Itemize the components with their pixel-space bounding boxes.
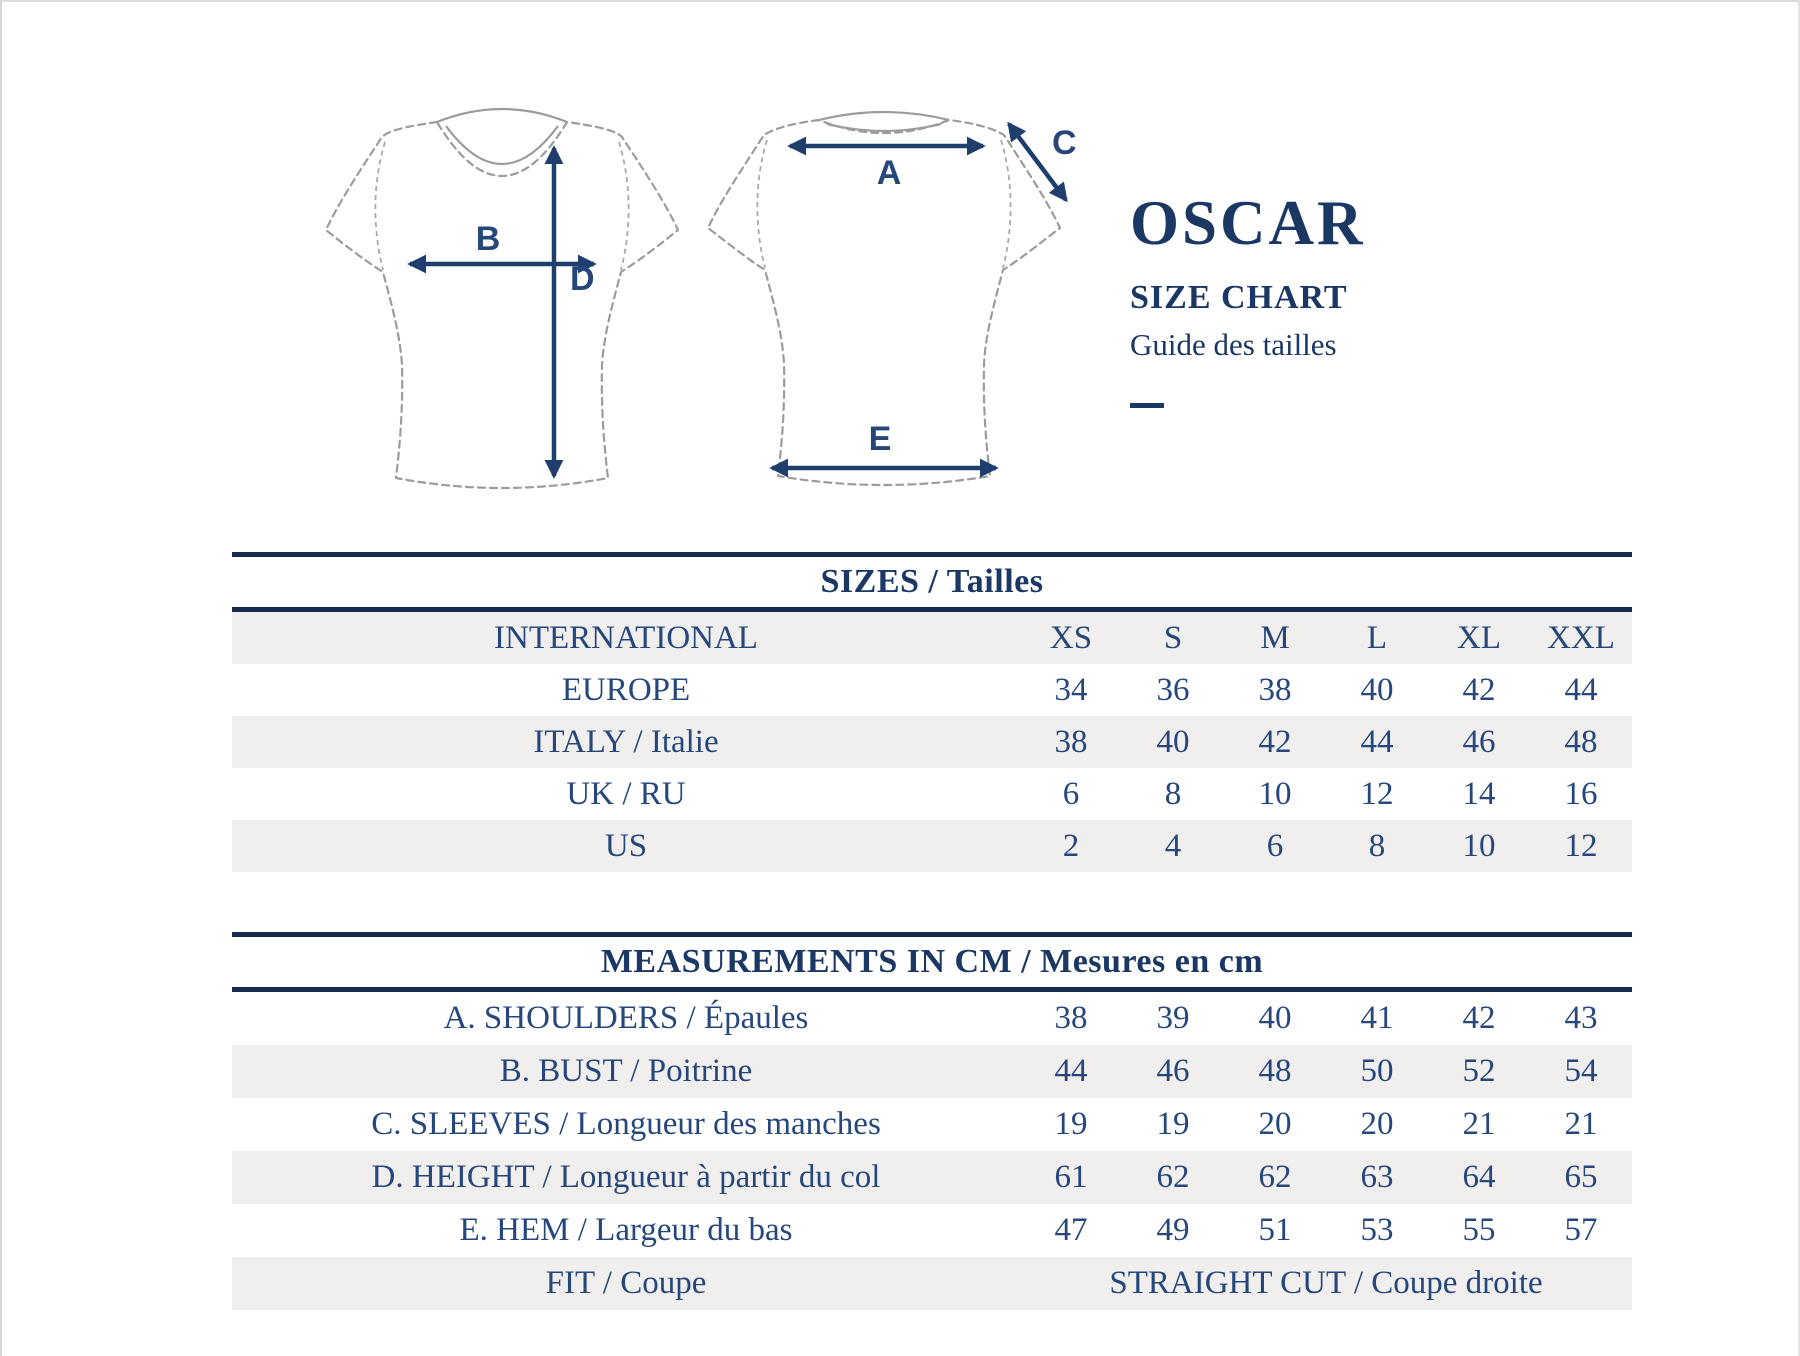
value-cell: M [1260,619,1290,656]
back-collar-top [819,112,949,120]
sizes-table-rows [232,612,1632,872]
value-cell: 2 [1062,827,1080,864]
value-cell: 54 [1564,1053,1598,1090]
value-cell: 21 [1564,1106,1598,1143]
value-cell: 19 [1054,1106,1088,1143]
value-cell: 44 [1054,1053,1088,1090]
value-cell: 6 [1266,827,1284,864]
value-cell: 8 [1368,827,1386,864]
value-cell: 42 [1462,671,1496,708]
value-cell: 16 [1564,775,1598,812]
value-cell: 20 [1360,1106,1394,1143]
value-cell: 36 [1156,671,1190,708]
front-collar-top [437,109,567,122]
row-label: D. HEIGHT / Longueur à partir du col [371,1159,881,1196]
value-cell: 49 [1156,1212,1190,1249]
value-cell: 42 [1462,1000,1496,1037]
row-label: UK / RU [566,775,686,812]
size-chart-subtitle-fr: Guide des tailles [1130,327,1337,362]
value-cell: 4 [1164,827,1182,864]
value-cell: 42 [1258,723,1292,760]
value-cell: 14 [1462,775,1496,812]
value-cell: 47 [1054,1212,1088,1249]
sizes-table-heading: SIZES / Tailles [820,563,1044,600]
value-cell: 62 [1156,1159,1190,1196]
size-chart-title: SIZE CHART [1130,279,1348,316]
decorative-dash [1130,403,1164,408]
value-cell: XXL [1547,619,1615,656]
value-cell: XL [1457,619,1501,656]
value-cell: 62 [1258,1159,1292,1196]
value-cell: 40 [1156,723,1190,760]
value-cell: 48 [1564,723,1598,760]
value-cell: 44 [1564,671,1598,708]
row-label: EUROPE [561,671,691,708]
row-label: US [604,827,648,864]
value-cell: 50 [1360,1053,1394,1090]
value-cell: 34 [1054,671,1088,708]
table-row [232,716,1632,768]
row-label: ITALY / Italie [533,723,719,760]
label-d: D [570,260,595,298]
value-cell: 10 [1462,827,1496,864]
value-cell: 44 [1360,723,1394,760]
measurements-table-rows [232,992,1632,1310]
value-cell: 20 [1258,1106,1292,1143]
fit-row [232,1257,1632,1310]
table-row [232,612,1632,664]
row-label: C. SLEEVES / Longueur des manches [371,1106,881,1143]
value-cell: 57 [1564,1212,1598,1249]
value-cell: 65 [1564,1159,1598,1196]
value-cell: XS [1049,619,1093,656]
row-label: INTERNATIONAL [494,619,758,656]
tshirt-measurement-diagram [252,80,1152,510]
value-cell: 63 [1360,1159,1394,1196]
value-cell: 48 [1258,1053,1292,1090]
row-label: E. HEM / Largeur du bas [459,1212,793,1249]
value-cell: 8 [1164,775,1182,812]
value-cell: L [1366,619,1388,656]
table-row [232,768,1632,820]
table-row [232,1151,1632,1204]
sizes-table [232,552,1632,872]
row-label: B. BUST / Poitrine [499,1053,753,1090]
measurements-table [232,932,1632,1310]
value-cell: 39 [1156,1000,1190,1037]
label-a: A [876,154,902,192]
value-cell: 64 [1462,1159,1496,1196]
table-row [232,820,1632,872]
fit-value: STRAIGHT CUT / Coupe droite [1109,1265,1543,1302]
front-tshirt-sketch [326,109,678,488]
brand-block [1130,188,1366,408]
value-cell: 52 [1462,1053,1496,1090]
measurements-table-heading: MEASUREMENTS IN CM / Mesures en cm [600,943,1264,980]
value-cell: 12 [1360,775,1394,812]
table-row [232,1204,1632,1257]
value-cell: 61 [1054,1159,1088,1196]
value-cell: 38 [1054,1000,1088,1037]
value-cell: 51 [1258,1212,1292,1249]
value-cell: 41 [1360,1000,1394,1037]
value-cell: 10 [1258,775,1292,812]
value-cell: 46 [1156,1053,1190,1090]
brand-name: OSCAR [1130,188,1366,258]
value-cell: 55 [1462,1212,1496,1249]
value-cell: 38 [1054,723,1088,760]
table-row [232,1045,1632,1098]
value-cell: 21 [1462,1106,1496,1143]
row-label: A. SHOULDERS / Épaules [443,1000,809,1037]
label-b: B [475,220,501,258]
label-c: C [1052,124,1077,162]
table-row [232,664,1632,716]
row-label: FIT / Coupe [545,1265,707,1302]
value-cell: 19 [1156,1106,1190,1143]
value-cell: 40 [1360,671,1394,708]
value-cell: 40 [1258,1000,1292,1037]
value-cell: S [1163,619,1183,656]
value-cell: 53 [1360,1212,1394,1249]
label-e: E [868,420,892,458]
table-row [232,992,1632,1045]
value-cell: 6 [1062,775,1080,812]
value-cell: 46 [1462,723,1496,760]
value-cell: 38 [1258,671,1292,708]
value-cell: 12 [1564,827,1598,864]
value-cell: 43 [1564,1000,1598,1037]
table-row [232,1098,1632,1151]
